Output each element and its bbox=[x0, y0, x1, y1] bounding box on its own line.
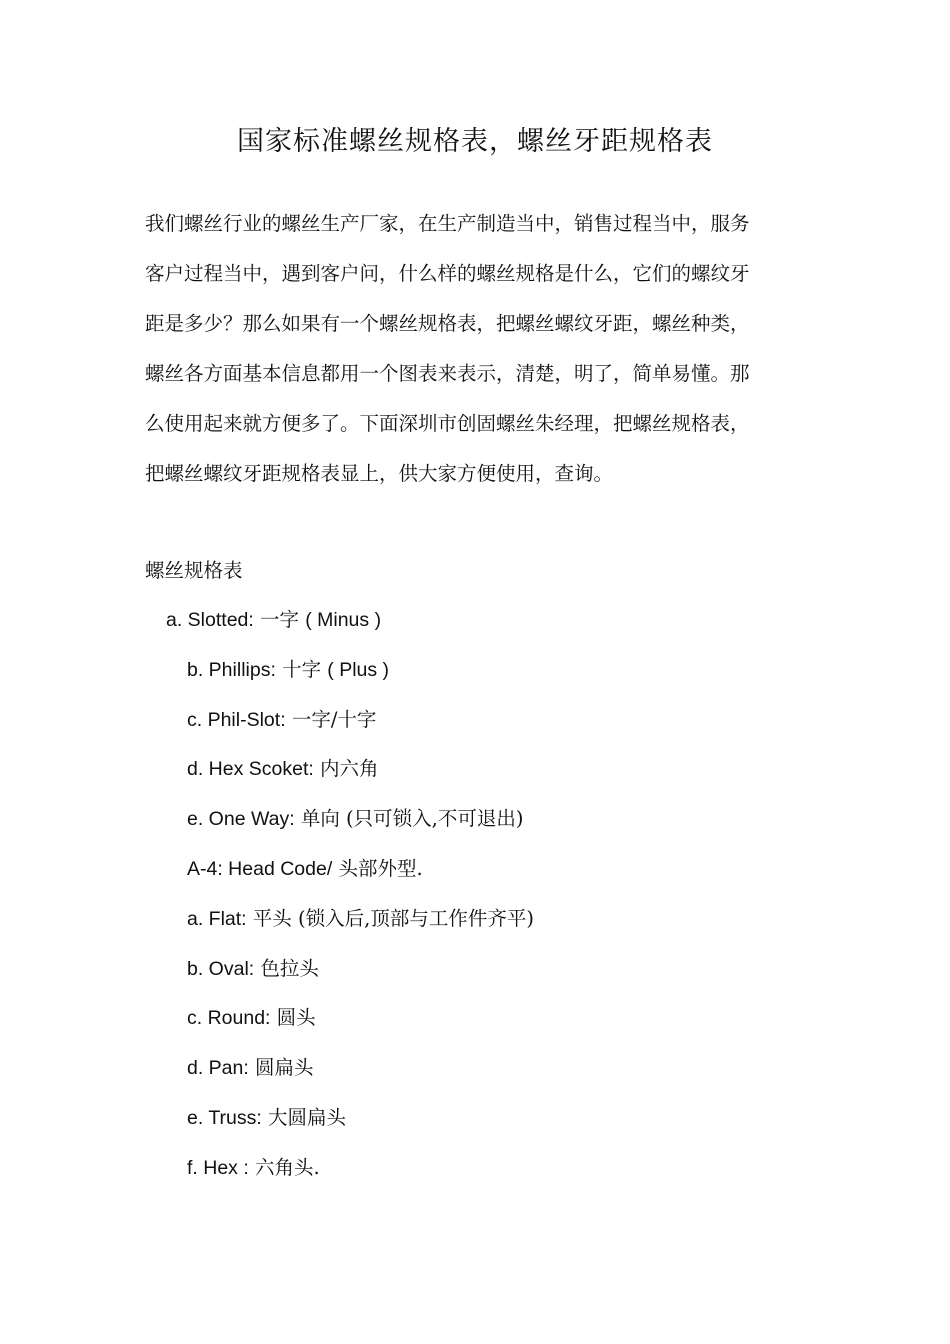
intro-line: 距是多少？那么如果有一个螺丝规格表，把螺丝螺纹牙距，螺丝种类， bbox=[145, 312, 750, 335]
item-term: f. Hex : bbox=[187, 1156, 249, 1179]
list-item bbox=[0, 897, 950, 947]
item-desc: 内六角 bbox=[313, 757, 379, 781]
intro-line: 么使用起来就方便多了。下面深圳市创固螺丝朱经理，把螺丝规格表， bbox=[145, 412, 750, 435]
intro-line: 客户过程当中，遇到客户问，什么样的螺丝规格是什么，它们的螺纹牙 bbox=[145, 262, 750, 285]
item-desc: 十字 bbox=[275, 657, 328, 681]
item-term: b. Oval: bbox=[187, 957, 255, 980]
list-item bbox=[0, 698, 950, 748]
intro-line: 把螺丝螺纹牙距规格表显上，供大家方便使用，查询。 bbox=[145, 462, 614, 485]
list-item bbox=[0, 847, 950, 897]
list-item bbox=[0, 947, 950, 997]
item-desc: 一字 bbox=[253, 608, 306, 631]
item-desc: 大圆扁头 bbox=[261, 1105, 346, 1129]
list-item bbox=[0, 1046, 950, 1096]
item-desc: 色拉头 bbox=[254, 956, 319, 980]
item-desc: 圆扁头 bbox=[248, 1056, 314, 1080]
item-desc: 六角头. bbox=[248, 1155, 320, 1179]
item-desc: 圆头 bbox=[270, 1006, 316, 1030]
intro-line: 螺丝各方面基本信息都用一个图表来表示，清楚，明了，简单易懂。那 bbox=[145, 362, 750, 385]
item-desc: 一字/十字 bbox=[285, 707, 377, 731]
item-note: ( Plus ) bbox=[327, 658, 390, 681]
list-item bbox=[0, 1096, 950, 1146]
item-desc: 头部外型. bbox=[332, 856, 423, 880]
item-term: a. Flat: bbox=[187, 907, 247, 930]
item-term: c. Round: bbox=[187, 1007, 271, 1030]
item-note: ( Minus ) bbox=[305, 609, 382, 631]
intro-line: 我们螺丝行业的螺丝生产厂家，在生产制造当中，销售过程当中，服务 bbox=[145, 212, 750, 235]
spec-list bbox=[0, 598, 950, 1196]
list-item bbox=[0, 797, 950, 847]
item-term: b. Phillips: bbox=[187, 658, 276, 681]
intro-paragraph bbox=[145, 199, 810, 499]
item-term: A-4: Head Code/ bbox=[187, 857, 333, 880]
item-term: e. Truss: bbox=[187, 1106, 262, 1129]
section-heading: 螺丝规格表 bbox=[145, 559, 243, 582]
list-item bbox=[0, 648, 950, 698]
item-term: d. Pan: bbox=[187, 1057, 249, 1080]
list-item bbox=[0, 1146, 950, 1196]
item-term: e. One Way: bbox=[187, 808, 295, 831]
item-desc: 单向 (只可锁入,不可退出) bbox=[294, 807, 524, 831]
item-term: d. Hex Scoket: bbox=[187, 758, 314, 781]
item-term: a. Slotted: bbox=[166, 609, 254, 631]
document-title: 国家标准螺丝规格表，螺丝牙距规格表 bbox=[237, 126, 713, 157]
list-item bbox=[0, 747, 950, 797]
list-item bbox=[0, 996, 950, 1046]
item-desc: 平头 (锁入后,顶部与工作件齐平) bbox=[246, 906, 534, 930]
item-term: c. Phil-Slot: bbox=[187, 708, 286, 731]
list-item bbox=[0, 598, 950, 648]
